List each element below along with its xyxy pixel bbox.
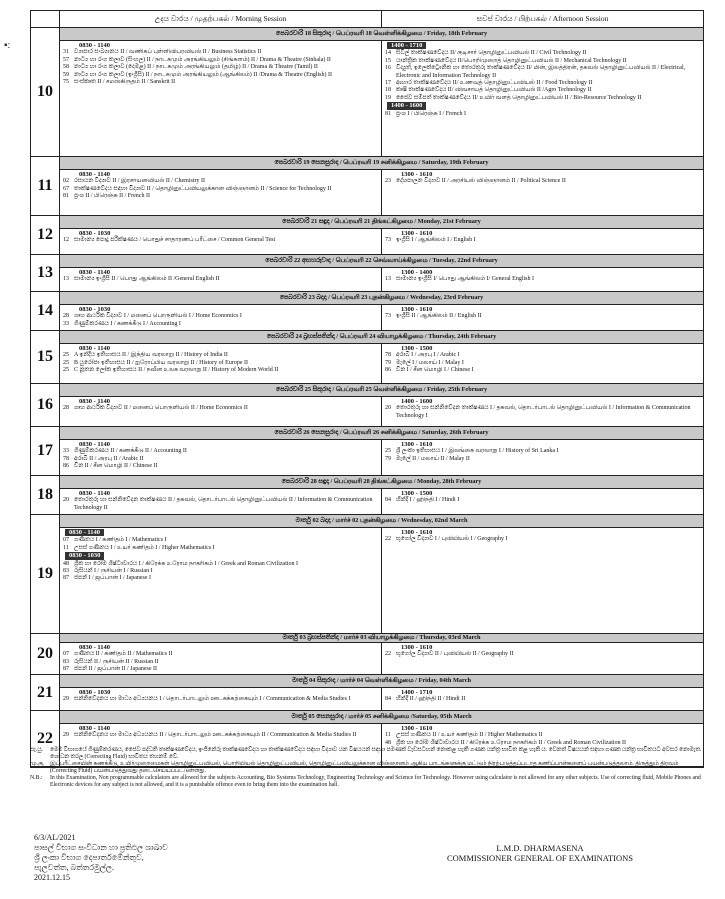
afternoon-column xyxy=(381,229,703,254)
subject-name: ගෘහ ආර්ථික විද්‍යාව I / மனைப் பொருளியல் I / Home Economics I xyxy=(74,313,242,320)
exam-time: 0830 - 1140 xyxy=(79,42,111,49)
subject-code: 67 xyxy=(63,185,69,192)
afternoon-column xyxy=(381,397,703,426)
exam-entry xyxy=(385,276,700,283)
exam-time: 1300 - 1610 xyxy=(401,725,433,732)
exam-time: 1300 - 1400 xyxy=(401,269,433,276)
subject-name: උසස් ගණිතය II / உயர் கணிதம் II / Higher Mathematics II xyxy=(396,732,543,739)
subject-name: සංස්කෘත II / சமஸ்கிருதம் II / Sanskrit II xyxy=(74,79,176,86)
footer-reference xyxy=(34,833,168,883)
subject-name: නාට්‍ය හා රංග කලාව (ඉංග්‍රීසි) II / நாடகமும் அரங்கியலும் (ஆங்கிலம்) II /Drama & Theatre (English) II xyxy=(74,71,332,78)
subject-code: 48 xyxy=(63,560,69,567)
morning-column xyxy=(60,440,381,475)
exam-time: 1400 - 1710 xyxy=(387,42,426,49)
subject-name: හින්දි II / ஹிந்தி II / Hindi II xyxy=(396,696,466,703)
subject-code: 02 xyxy=(63,178,69,185)
exam-time: 1400 - 1600 xyxy=(387,102,426,109)
date-band: පෙබරවාරි 21 සඳුදා / பெப்ரவரி 21 திங்கட்கிழமை / Monday, 21st February xyxy=(60,216,703,229)
exam-time: 1300 - 1610 xyxy=(401,306,433,313)
subject-code: 17 xyxy=(385,80,391,87)
exam-time: 1400 - 1600 xyxy=(401,398,433,405)
morning-column xyxy=(60,397,381,426)
subject-code: 48 xyxy=(385,739,391,746)
exam-day xyxy=(31,476,703,515)
exam-entry xyxy=(63,49,378,56)
subject-name: රුසියන් I / ருசியன் I / Russian I xyxy=(74,568,153,575)
subject-name: ගණිතය I / கணிதம் I / Mathematics I xyxy=(74,537,167,544)
exam-entry xyxy=(385,651,700,658)
exam-entry xyxy=(385,367,700,374)
subject-code: 14 xyxy=(385,50,391,57)
subject-code: 28 xyxy=(63,405,69,412)
day-body xyxy=(60,157,703,215)
afternoon-column xyxy=(381,41,703,156)
subject-code: 28 xyxy=(63,313,69,320)
subject-code: 86 xyxy=(63,463,69,470)
day-body xyxy=(60,255,703,291)
exam-entry xyxy=(385,456,700,463)
subject-name: මැලේ II / மலாய் II / Malay II xyxy=(396,455,470,462)
day-number: 10 xyxy=(31,28,60,156)
date-band: පෙබරවාරි 24 බ්‍රහස්පතින්දා / பெப்ரவரி 24 வியாழக்கிழமை / Thursday, 24th February xyxy=(60,331,703,344)
timetable xyxy=(30,10,704,768)
session-columns xyxy=(60,229,703,254)
branch-name: පාසල් විභාග සංවිධාන හා ප්‍රතිඵල ශාඛාව xyxy=(34,843,168,852)
subject-code: 16 xyxy=(385,65,391,72)
margin-mark: ▪: xyxy=(4,40,11,51)
exam-day xyxy=(31,157,703,216)
day-body xyxy=(60,515,703,633)
exam-entry xyxy=(63,537,378,544)
subject-name: A ඉන්දීය ඉතිහාසය II / இந்திய வரலாறு II / History of India II xyxy=(74,352,228,359)
subject-name: B යුරෝපා ඉතිහාසය II / ஐரோப்பிய வரலாறு II / History of Europe II xyxy=(74,359,248,366)
subject-code: 22 xyxy=(385,536,391,543)
day-body xyxy=(60,331,703,383)
exam-entry xyxy=(63,463,378,470)
subject-name: සාමාන්‍ය පොදු පරීක්ෂණය / பொதுச் சாதாரணப் பரீட்சை / Common General Test xyxy=(74,237,276,244)
exam-entry xyxy=(385,696,700,703)
exam-time: 0830 - 1140 xyxy=(65,529,104,536)
exam-day xyxy=(31,427,703,476)
exam-entry xyxy=(63,561,378,568)
session-columns xyxy=(60,170,703,215)
date-band: පෙබරවාරි 18 සිකුරාදා / பெப்ரவரி 18 வெள்ளிக்கிழமை / Friday, 18th February xyxy=(60,28,703,41)
subject-code: 07 xyxy=(63,537,69,544)
exam-time: 1300 - 1610 xyxy=(401,171,433,178)
department-name: ශ්‍රී ලංකා විභාග දෙපාර්තමේන්තුව, xyxy=(34,853,144,862)
exam-entry xyxy=(63,575,378,582)
exam-entry xyxy=(63,237,378,244)
subject-code: 57 xyxy=(63,56,69,63)
day-body xyxy=(60,634,703,674)
subject-name: ශ්‍රී ලංකා ඉතිහාසය I / இலங்கை வரலாறு I / History of Sri Lanka I xyxy=(396,448,559,455)
exam-entry xyxy=(385,50,700,57)
session-columns xyxy=(60,41,703,156)
notes xyxy=(30,747,702,790)
subject-code: 58 xyxy=(63,64,69,71)
afternoon-column xyxy=(381,528,703,633)
afternoon-column xyxy=(381,170,703,215)
reference-number: 6/3/AL/2021 xyxy=(34,833,76,842)
subject-code: 73 xyxy=(385,313,391,320)
exam-entry xyxy=(385,732,700,739)
exam-day xyxy=(31,634,703,675)
exam-time: 1300 - 1500 xyxy=(401,345,433,352)
subject-name: මැලේ I / மலாய் I / Malay I xyxy=(396,359,464,366)
subject-name: C නූතන ලෝක ඉතිහාසය II / நவீன உலக வரலாறு II / History of Modern World II xyxy=(74,367,279,374)
morning-column xyxy=(60,229,381,254)
subject-code: 22 xyxy=(385,651,391,658)
session-columns xyxy=(60,688,703,710)
exam-time: 0830 - 1140 xyxy=(79,441,111,448)
subject-code: 25 xyxy=(63,359,69,366)
afternoon-column xyxy=(381,643,703,675)
subject-name: ප්‍රංශ I / பிரெஞ்சு I / French I xyxy=(396,110,466,117)
day-body xyxy=(60,216,703,254)
subject-code: 23 xyxy=(385,178,391,185)
date-band: මාර්තු 02 බදාදා / மார்ச் 02 புதன்கிழமை / Wednesday, 02nd March xyxy=(60,515,703,528)
subject-code: 87 xyxy=(63,666,69,673)
day-number: 17 xyxy=(31,427,60,475)
session-header xyxy=(31,11,703,28)
footer-signatory xyxy=(380,833,700,863)
subject-code: 75 xyxy=(63,79,69,86)
morning-column xyxy=(60,344,381,383)
subject-name: ජෛව සම්පත් තාක්ෂණවේදය II/ உயிர் வளத் தொழினுட்பவியல் II / Bio-Resource Technology II xyxy=(396,94,642,101)
subject-code: 73 xyxy=(385,237,391,244)
subject-name: තොරතුරු හා සන්නිවේදන තාක්ෂණය II / தகவல், தொடர்பாடல் தொழினுட்பவியல் II / Information & Communication Technology II xyxy=(74,497,373,511)
subject-name: ව්‍යාපාර සංඛ්‍යානය II / வணிகப் புள்ளிவிபரவியல் II / Business Statistics II xyxy=(74,49,262,56)
afternoon-column xyxy=(381,688,703,710)
subject-code: 18 xyxy=(385,87,391,94)
date-band: පෙබරවාරි 28 සඳුදා / பெப்ரவரி 28 திங்கட்கிழமை / Monday, 28th February xyxy=(60,476,703,489)
subject-name: ජපන් II / ஜப்பான் II / Japanese II xyxy=(74,666,158,673)
exam-time: 0830 - 1140 xyxy=(79,398,111,405)
subject-name: ගිණුම්කරණය II / கணக்கீடு II / Accounting II xyxy=(74,448,187,455)
subject-code: 86 xyxy=(385,367,391,374)
exam-entry xyxy=(385,237,700,244)
subject-name: කෘෂි තාක්ෂණවේදය II/ விவசாயத் தொழினுட்பவியல் II /Agro Technology II xyxy=(396,87,592,94)
session-columns xyxy=(60,305,703,330)
day-rows xyxy=(31,28,703,767)
day-number: 16 xyxy=(31,384,60,426)
subject-name: භූගෝල විද්‍යාව II / புவியியல் II / Geography II xyxy=(396,651,514,658)
subject-name: රුසියන් II / ருசியன் II / Russian II xyxy=(74,658,159,665)
subject-code: 13 xyxy=(63,276,69,283)
exam-entry xyxy=(63,321,378,328)
exam-entry xyxy=(385,95,700,102)
date-band: මාර්තු 05 සෙනසුරාදා / மார்ச் 05 சனிக்கிழமை /Saturday, 05th March xyxy=(60,711,703,724)
exam-day xyxy=(31,384,703,427)
subject-name: හින්දි I / ஹிந்தி I / Hindi I xyxy=(396,497,460,504)
subject-name: අරාබි I / அரபு I / Arabic I xyxy=(396,352,460,359)
session-columns xyxy=(60,643,703,675)
exam-entry xyxy=(385,313,700,320)
morning-column xyxy=(60,489,381,514)
exam-time: 0830 - 1140 xyxy=(79,490,111,497)
day-number: 13 xyxy=(31,255,60,291)
subject-name: ගෘහ ආර්ථික විද්‍යාව II / மனைப் பொருளியல் II / Home Economics II xyxy=(74,405,248,412)
subject-name: ප්‍රංශ II / பிரெஞ்சு II / French II xyxy=(74,193,150,200)
day-number: 15 xyxy=(31,331,60,383)
afternoon-column xyxy=(381,489,703,514)
subject-code: 15 xyxy=(385,57,391,64)
day-body xyxy=(60,28,703,156)
subject-code: 31 xyxy=(63,49,69,56)
day-number: 14 xyxy=(31,292,60,330)
morning-column xyxy=(60,170,381,215)
exam-entry xyxy=(385,87,700,94)
subject-code: 84 xyxy=(385,497,391,504)
subject-code: 78 xyxy=(63,455,69,462)
subject-name: රසායන විද්‍යාව II / இரசாயனவியல் II / Chemistry II xyxy=(74,178,205,185)
exam-time: 1300 - 1610 xyxy=(401,230,433,237)
exam-entry xyxy=(385,65,700,80)
morning-column xyxy=(60,268,381,291)
subject-code: 59 xyxy=(63,71,69,78)
exam-entry xyxy=(63,651,378,658)
subject-code: 83 xyxy=(63,568,69,575)
subject-name: තාක්ෂණවේදය සඳහා විද්‍යාව II / தொழினுட்பவியலுக்கான விஞ்ஞானம் II / Science for Technology II xyxy=(74,185,332,192)
subject-name: සාමාන්‍ය ඉංග්‍රීසි I/ பொது ஆங்கிலம் I/ General English I xyxy=(396,276,535,283)
day-body xyxy=(60,476,703,514)
date-band: පෙබරවාරි 25 සිකුරාදා / பெப்ரவரி 25 வெள்ளிக்கிழமை / Friday, 25th February xyxy=(60,384,703,397)
date-band: පෙබරවාරි 26 සෙනසුරාදා / பெப்ரவரி 26 சனிக்கிழமை / Saturday, 26th February xyxy=(60,427,703,440)
subject-code: 33 xyxy=(63,448,69,455)
exam-time: 1300 - 1610 xyxy=(401,529,433,536)
subject-code: 79 xyxy=(385,359,391,366)
subject-code: 79 xyxy=(385,455,391,462)
exam-entry xyxy=(63,313,378,320)
subject-code: 78 xyxy=(385,352,391,359)
exam-time: 0830 - 1030 xyxy=(79,689,111,696)
subject-name: විද්‍යුත්, ඉලෙක්ට්‍රොනික හා තොරතුරු තාක්ෂණවේදය II/ மின், இலத்திரன், தகவல் தொழினுட்பவியல் II / Electrical, Electronic and Information Technology II xyxy=(396,65,686,79)
subject-code: 83 xyxy=(63,658,69,665)
exam-day xyxy=(31,331,703,384)
morning-column xyxy=(60,305,381,330)
exam-entry xyxy=(385,405,700,420)
issue-date: 2021.12.15 xyxy=(34,873,70,882)
exam-entry xyxy=(63,448,378,455)
subject-name: තොරතුරු හා සන්නිවේදන තාක්ෂණය I / தகவல், தொடர்பாடல் தொழினுட்பவியல் I / Information & Communication Technology I xyxy=(396,405,691,419)
afternoon-column xyxy=(381,440,703,475)
subject-name: ඉංග්‍රීසි II / ஆங்கிலம் II / English II xyxy=(396,313,482,320)
day-number: 20 xyxy=(31,634,60,674)
subject-name: උසස් ගණිතය I / உயர் கணிதம் I / Higher Mathematics I xyxy=(74,544,215,551)
subject-code: 29 xyxy=(63,696,69,703)
date-band: මාර්තු 04 සිකුරාදා / மார்ச் 04 வெள்ளிக்கிழமை / Friday, 04th March xyxy=(60,675,703,688)
exam-entry xyxy=(63,352,378,359)
exam-entry xyxy=(385,352,700,359)
morning-session-heading: උදය වාරය / முதற்பகல் / Morning Session xyxy=(59,11,381,27)
day-body xyxy=(60,427,703,475)
exam-entry xyxy=(63,178,378,185)
subject-code: 20 xyxy=(385,405,391,412)
exam-entry xyxy=(63,666,378,673)
subject-code: 25 xyxy=(385,448,391,455)
exam-entry xyxy=(63,193,378,200)
exam-entry xyxy=(63,367,378,374)
exam-time: 1300 - 1500 xyxy=(401,490,433,497)
session-columns xyxy=(60,397,703,426)
exam-time: 0830 - 1140 xyxy=(79,269,111,276)
subject-code: 29 xyxy=(63,732,69,739)
subject-name: චීන I / சீன மொழி I / Chinese I xyxy=(396,367,474,374)
subject-name: සන්නිවේදනය හා මාධ්‍ය අධ්‍යයනය I / தொடர்பாடலும் ஊடகக்கற்கையும் I / Communication & Media Studies I xyxy=(74,696,351,703)
note-sinhala: සැ.යු. මෙම විභාගයේ ගිණුම්කරණය, ජෛව පද්ධති තාක්ෂණවේදය, ඉංජිනේරු තාක්ෂණවේදය හා තාක්ෂණවේදය සඳහා විද්‍යාව යන විෂයයන් සඳහා පමණක් වැඩසටහන් නොකළ හැකි ගණක යන්ත්‍ර භාවිත කළ හැකි ය. වෙනත් විෂයයන් සඳහා ගණක යන්ත්‍ර භාවිතයට අවසර නොමැත. ශෝධන තරල (Correcting Fluid) භාවිතය තහනම් වේ. xyxy=(30,747,702,760)
exam-entry xyxy=(63,545,378,552)
date-band: පෙබරවාරි 23 බදාදා / பெப்ரவரி 23 புதன்கிழமை / Wednesday, 23rd February xyxy=(60,292,703,305)
day-body xyxy=(60,675,703,710)
afternoon-column xyxy=(381,305,703,330)
exam-time: 0830 - 1140 xyxy=(79,345,111,352)
exam-entry xyxy=(63,276,378,283)
exam-entry xyxy=(385,536,700,543)
exam-time: 0830 - 1030 xyxy=(65,552,104,559)
exam-day xyxy=(31,255,703,292)
note-english: N.B.: In this Examination, Non programmable calculators are allowed for the subjects Accounting, Bio Systems Technology, Engineering Technology and Science for Technology. However using calculator is not allowed for any other subjects. Use of correcting fluid, Mobile Phones and Electronic devices for any subject is not allowed, and it is a punishable offence even to bring them into the examination hall. xyxy=(30,775,701,788)
exam-time: 0830 - 1030 xyxy=(79,306,111,313)
subject-code: 84 xyxy=(385,696,391,703)
exam-day xyxy=(31,28,703,157)
day-number: 22 xyxy=(31,711,60,766)
day-body xyxy=(60,384,703,426)
subject-name: චීන II / சீன மொழி II / Chinese II xyxy=(74,463,158,470)
subject-name: ආහාර තාක්ෂණවේදය II/ உணவுத் தொழினுட்பவியல் II / Food Technology II xyxy=(396,80,593,87)
exam-entry xyxy=(63,696,378,703)
subject-name: සාමාන්‍ය ඉංග්‍රීසි II / பொது ஆங்கிலம் II /General English II xyxy=(74,276,220,283)
subject-name: දේශපාලන විද්‍යාව II / அரசியல் விஞ்ஞானம் II / Political Science II xyxy=(396,178,566,185)
subject-name: ගිණුම්කරණය I / கணக்கீடு I / Accounting I xyxy=(74,320,181,327)
subject-code: 81 xyxy=(63,193,69,200)
morning-column xyxy=(60,688,381,710)
afternoon-column xyxy=(381,344,703,383)
session-columns xyxy=(60,440,703,475)
subject-code: 12 xyxy=(63,237,69,244)
exam-entry xyxy=(63,79,378,86)
exam-time: 0830 - 1140 xyxy=(79,644,111,651)
exam-time: 0830 - 1140 xyxy=(79,725,111,732)
day-number: 18 xyxy=(31,476,60,514)
exam-entry xyxy=(385,448,700,455)
subject-code: 11 xyxy=(385,732,391,739)
morning-column xyxy=(60,528,381,633)
exam-time: 1300 - 1610 xyxy=(401,441,433,448)
day-number: 12 xyxy=(31,216,60,254)
subject-code: 20 xyxy=(63,497,69,504)
session-columns xyxy=(60,528,703,633)
note-tamil: மு.கு. இப்பரீட்சையின் கணக்கீடு, உயிர்முறைமைகள் தொழினுட்பவியல், பொறியியல் தொழினுட்பவியல், தொழினுட்பவியலுக்கான விஞ்ஞானம் ஆகிய பாடங்களுக்கு மட்டும் நிரற்படுத்தப்படாத கணிப்பான்களைப் பயன்படுத்தலாம். திருத்தும் திரவம் (Correcting Fluid) பயன்படுத்துவது தடைசெய்யப்பட்டுள்ளது. xyxy=(30,761,679,774)
exam-entry xyxy=(63,72,378,79)
subject-name: අරාබි II / அரபு II / Arabic II xyxy=(74,455,144,462)
subject-code: 87 xyxy=(63,575,69,582)
subject-code: 13 xyxy=(385,276,391,283)
day-number: 11 xyxy=(31,157,60,215)
date-band: පෙබරවාරි 19 සෙනසුරාදා / பெப்ரவரி 19 சனிக்கிழமை / Saturday, 19th February xyxy=(60,157,703,170)
subject-name: ජපන් I / ஜப்பான் I / Japanese I xyxy=(74,575,152,582)
exam-entry xyxy=(63,732,378,739)
department-address: පැලවත්ත, බත්තරමුල්ල. xyxy=(34,863,114,872)
subject-code: 33 xyxy=(63,320,69,327)
exam-day xyxy=(31,292,703,331)
session-columns xyxy=(60,489,703,514)
subject-name: ගණිතය II / கணிதம் II / Mathematics II xyxy=(74,651,173,658)
subject-name: සිවිල් තාක්ෂණවේදය II/ குடிசார் தொழினுட்பவியல் II / Civil Technology II xyxy=(396,50,587,57)
afternoon-session-heading: සවස් වාරය / பிற்பகல் / Afternoon Session xyxy=(381,11,703,27)
subject-code: 25 xyxy=(63,352,69,359)
afternoon-column xyxy=(381,268,703,291)
signatory-title: COMMISSIONER GENERAL OF EXAMINATIONS xyxy=(447,853,633,863)
subject-name: යාන්ත්‍රික තාක්ෂණවේදය II/பொறிமுறைத் தொழினுட்பவியல் II / Mechanical Technology II xyxy=(396,57,627,64)
exam-entry xyxy=(63,64,378,71)
session-columns xyxy=(60,344,703,383)
header-spacer xyxy=(31,11,59,27)
exam-time: 1300 - 1610 xyxy=(401,644,433,651)
morning-column xyxy=(60,41,381,156)
subject-name: ඉංග්‍රීසි I / ஆங்கிலம் I / English I xyxy=(396,237,476,244)
subject-name: සන්නිවේදනය හා මාධ්‍ය අධ්‍යයනය II / தொடர்பாடலும் ஊடகக்கற்கையும் II / Communication & Media Studies II xyxy=(74,732,357,739)
exam-entry xyxy=(385,497,700,504)
morning-column xyxy=(60,643,381,675)
day-number: 19 xyxy=(31,515,60,633)
session-columns xyxy=(60,268,703,291)
subject-name: භූගෝල විද්‍යාව I / புவியியல் I / Geography I xyxy=(396,536,508,543)
day-body xyxy=(60,292,703,330)
date-band: මාර්තු 03 බ්‍රහස්පතින්දා / மார்ச் 03 வியாழக்கிழமை / Thursday, 03rd March xyxy=(60,634,703,643)
exam-entry xyxy=(385,111,700,118)
exam-entry xyxy=(63,497,378,512)
exam-time: 1400 - 1710 xyxy=(401,689,433,696)
exam-entry xyxy=(385,178,700,185)
exam-entry xyxy=(63,405,378,412)
subject-code: 07 xyxy=(63,651,69,658)
subject-name: ග්‍රීක හා රෝම ශිෂ්ටාචාරය I / கிரேக்க உரோம நாகரிகம் I / Greek and Roman Civilization I xyxy=(74,560,299,567)
subject-name: ග්‍රීක හා රෝම ශිෂ්ටාචාරය II / கிரேக்க உரோம நாகரிகம் II / Greek and Roman Civilization II xyxy=(396,739,627,746)
day-number: 21 xyxy=(31,675,60,710)
subject-code: 25 xyxy=(63,367,69,374)
exam-day xyxy=(31,216,703,255)
subject-code: 81 xyxy=(385,110,391,117)
subject-name: නාට්‍ය හා රංග කලාව (සිංහල) II / நாடகமும் அரங்கியலும் (சிங்களம்) II / Drama & Theatre (Sinhala) II xyxy=(74,56,331,63)
exam-time: 0830 - 1140 xyxy=(79,171,111,178)
date-band: පෙබරවාරි 22 අඟහරුවාදා / பெப்ரவரி 22 செவ்வாய்க்கிழமை / Tuesday, 22nd February xyxy=(60,255,703,268)
subject-code: 11 xyxy=(63,544,69,551)
signatory-name: L.M.D. DHARMASENA xyxy=(496,843,584,853)
exam-day xyxy=(31,515,703,634)
subject-name: නාට්‍ය හා රංග කලාව (දෙමළ) II / நாடகமும் அரங்கியலும் (தமிழ்) II / Drama & Theatre (Tamil) II xyxy=(74,64,318,71)
subject-code: 19 xyxy=(385,94,391,101)
exam-day xyxy=(31,675,703,711)
exam-time: 0830 - 1030 xyxy=(79,230,111,237)
